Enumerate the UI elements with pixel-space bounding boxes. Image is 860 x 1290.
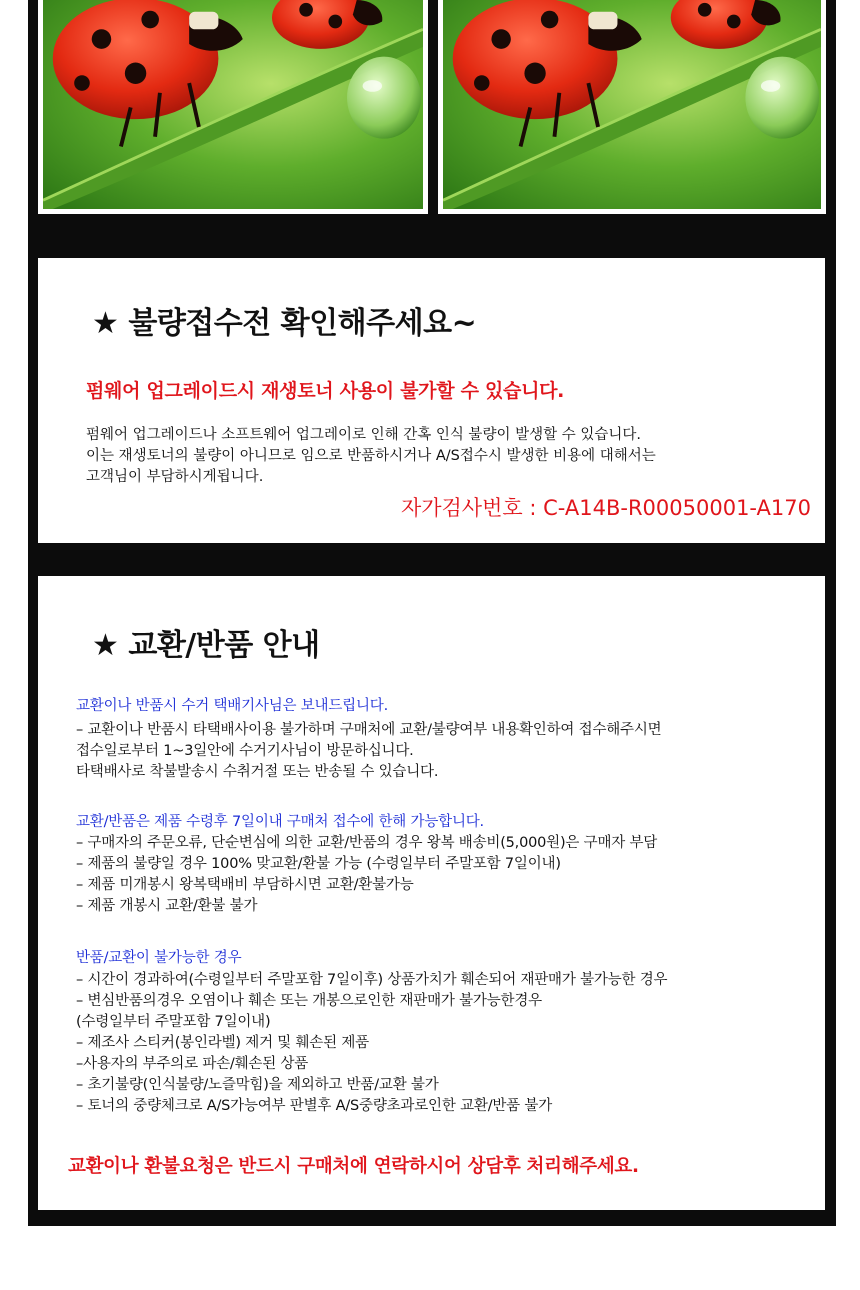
list-item: – 제품 개봉시 교환/환불 불가: [76, 898, 258, 914]
defect-notice-title: ★ 불량접수전 확인해주세요~: [92, 306, 477, 341]
list-item: – 시간이 경과하여(수령일부터 주말포함 7일이후) 상품가치가 훼손되어 재판매가 불가능한 경우: [76, 972, 668, 988]
firmware-warning: 펌웨어 업그레이드시 재생토너 사용이 불가할 수 있습니다.: [86, 380, 565, 402]
list-item: – 토너의 중량체크로 A/S가능여부 판별후 A/S중량초과로인한 교환/반품 불가: [76, 1098, 553, 1114]
section-list-period: [76, 833, 657, 917]
ladybug-image: [443, 0, 821, 209]
list-item: – 구매자의 주문오류, 단순변심에 의한 교환/반품의 경우 왕복 배송비(5,000원)은 구매자 부담: [76, 835, 658, 851]
list-item: –사용자의 부주의로 파손/훼손된 상품: [76, 1056, 309, 1072]
list-item: – 교환이나 반품시 타택배사이용 불가하며 구매처에 교환/불량여부 내용확인하여 접수해주시면: [76, 722, 662, 738]
defect-notice-panel: [38, 258, 825, 543]
list-item: – 제품 미개봉시 왕복택배비 부담하시면 교환/환불가능: [76, 877, 414, 893]
section-heading-pickup: 교환이나 반품시 수거 택배기사님은 보내드립니다.: [76, 698, 388, 714]
body-line: 펌웨어 업그레이드나 소프트웨어 업그레이로 인해 간혹 인식 불량이 발생할 수 있습니다.: [86, 427, 641, 443]
inspection-code: 자가검사번호 : C-A14B-R00050001-A170: [400, 496, 811, 520]
ladybug-photo-right: [438, 0, 826, 214]
ladybug-photo-left: [38, 0, 428, 214]
section-list-pickup: [76, 720, 661, 783]
list-item: – 초기불량(인식불량/노즐막힘)을 제외하고 반품/교환 불가: [76, 1077, 439, 1093]
closing-notice: 교환이나 환불요청은 반드시 구매처에 연락하시어 상담후 처리해주세요.: [68, 1156, 639, 1177]
section-heading-period: 교환/반품은 제품 수령후 7일이내 구매처 접수에 한해 가능합니다.: [76, 814, 484, 830]
list-item: (수령일부터 주말포함 7일이내): [76, 1014, 271, 1030]
body-line: 고객님이 부담하시게됩니다.: [86, 469, 264, 485]
list-item: – 변심반품의경우 오염이나 훼손 또는 개봉으로인한 재판매가 불가능한경우: [76, 993, 542, 1009]
section-heading-not-allowed: 반품/교환이 불가능한 경우: [76, 950, 242, 966]
section-list-not-allowed: [76, 970, 667, 1117]
defect-notice-body: [86, 425, 656, 488]
body-line: 이는 재생토너의 불량이 아니므로 임으로 반품하시거나 A/S접수시 발생한 비용에 대해서는: [86, 448, 656, 464]
exchange-guide-panel: [38, 576, 825, 1210]
list-item: – 제품의 불량일 경우 100% 맞교환/환불 가능 (수령일부터 주말포함 7일이내): [76, 856, 561, 872]
exchange-guide-title: ★ 교환/반품 안내: [92, 628, 320, 663]
list-item: 타택배사로 착불발송시 수취거절 또는 반송될 수 있습니다.: [76, 764, 439, 780]
list-item: 접수일로부터 1~3일안에 수거기사님이 방문하십니다.: [76, 743, 414, 759]
list-item: – 제조사 스티커(봉인라벨) 제거 및 훼손된 제품: [76, 1035, 369, 1051]
ladybug-image: [43, 0, 423, 209]
